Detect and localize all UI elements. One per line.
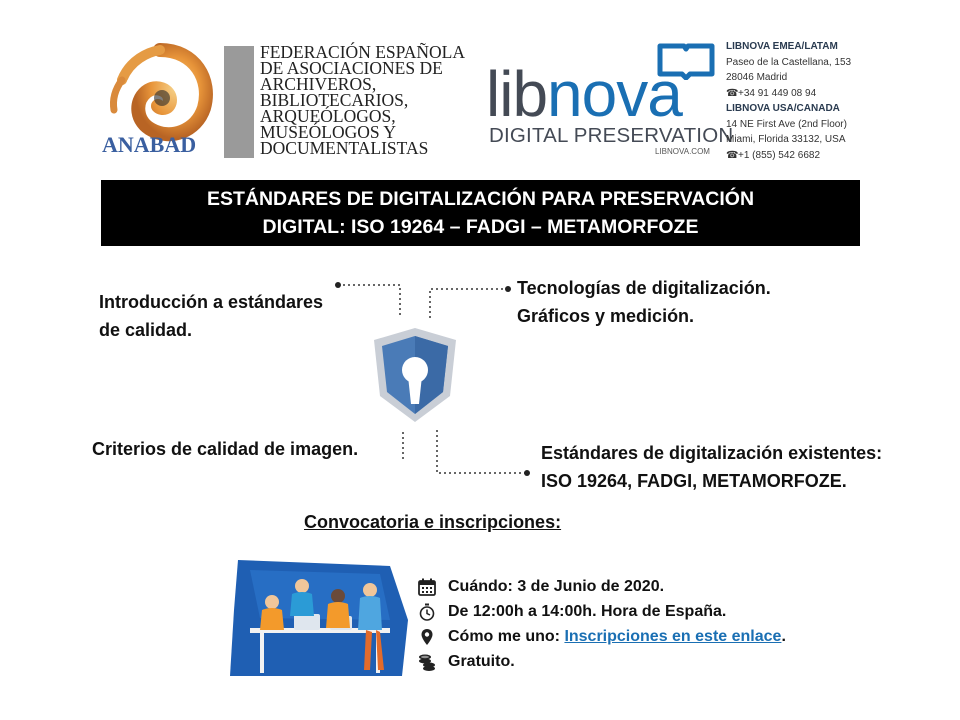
event-price: Gratuito. xyxy=(448,653,515,670)
topic-line: Tecnologías de digitalización. xyxy=(517,278,771,298)
phone-icon: ☎ xyxy=(726,149,739,161)
anabad-name-line: ARCHIVEROS, xyxy=(260,74,377,94)
registration-link[interactable]: Inscripciones en este enlace xyxy=(564,628,782,645)
emea-title: LIBNOVA EMEA/LATAM xyxy=(726,41,838,52)
phone-icon: ☎ xyxy=(726,87,739,99)
team-meeting-illustration xyxy=(230,560,410,676)
event-date: Cuándo: 3 de Junio de 2020. xyxy=(448,578,665,595)
topic-line: Introducción a estándares xyxy=(99,292,324,312)
emea-address-line: 28046 Madrid xyxy=(726,72,788,83)
join-prefix: Cómo me uno: xyxy=(448,628,565,645)
anabad-name-line: DOCUMENTALISTAS xyxy=(260,138,429,158)
topic-line: de calidad. xyxy=(99,320,193,340)
anabad-name-line: MUSEÓLOGOS Y xyxy=(260,122,396,142)
convocatoria-heading: Convocatoria e inscripciones: xyxy=(304,512,562,532)
topic-line: Estándares de digitalización existentes: xyxy=(541,443,883,463)
anabad-name-line: ARQUEÓLOGOS, xyxy=(260,106,396,126)
keyhole-shield-icon xyxy=(372,326,458,424)
join-suffix: . xyxy=(781,628,786,645)
title-line: DIGITAL: ISO 19264 – FADGI – METAMORFOZE xyxy=(262,216,699,238)
stopwatch-icon xyxy=(418,603,436,621)
libnova-subtitle: DIGITAL PRESERVATION xyxy=(489,124,734,147)
calendar-icon xyxy=(418,578,436,596)
anabad-name-line: BIBLIOTECARIOS, xyxy=(260,90,409,110)
event-time: De 12:00h a 14:00h. Hora de España. xyxy=(448,603,727,620)
usa-title: LIBNOVA USA/CANADA xyxy=(726,103,840,114)
title-line: ESTÁNDARES DE DIGITALIZACIÓN PARA PRESERVACIÓN xyxy=(206,188,755,210)
topic-quality-standards xyxy=(99,288,323,344)
topic-line: Criterios de calidad de imagen. xyxy=(92,439,359,459)
usa-address-line: 14 NE First Ave (2nd Floor) xyxy=(726,118,847,130)
anabad-name-line: DE ASOCIACIONES DE xyxy=(260,58,443,78)
topic-line: Gráficos y medición. xyxy=(517,306,695,326)
libnova-word-lib: lib xyxy=(486,58,548,130)
emea-address-line: Paseo de la Castellana, 153 xyxy=(726,56,852,68)
coins-icon xyxy=(418,653,436,671)
topic-line: ISO 19264, FADGI, METAMORFOZE. xyxy=(541,471,847,491)
usa-phone: +1 (855) 542 6682 xyxy=(738,149,821,161)
anabad-name-line: FEDERACIÓN ESPAÑOLA xyxy=(260,42,466,62)
libnova-url: LIBNOVA.COM xyxy=(655,147,710,156)
event-join-text xyxy=(448,626,786,648)
location-pin-icon xyxy=(418,628,436,646)
topic-digitization-technologies xyxy=(517,274,771,330)
libnova-word-nova: nova xyxy=(547,58,682,130)
emea-phone: +34 91 449 08 94 xyxy=(738,87,817,99)
topic-image-quality-criteria xyxy=(92,435,358,463)
usa-address-line: Miami, Florida 33132, USA xyxy=(726,134,846,145)
anabad-logo-text: ANABAD xyxy=(102,132,197,157)
topic-existing-standards xyxy=(541,439,882,495)
